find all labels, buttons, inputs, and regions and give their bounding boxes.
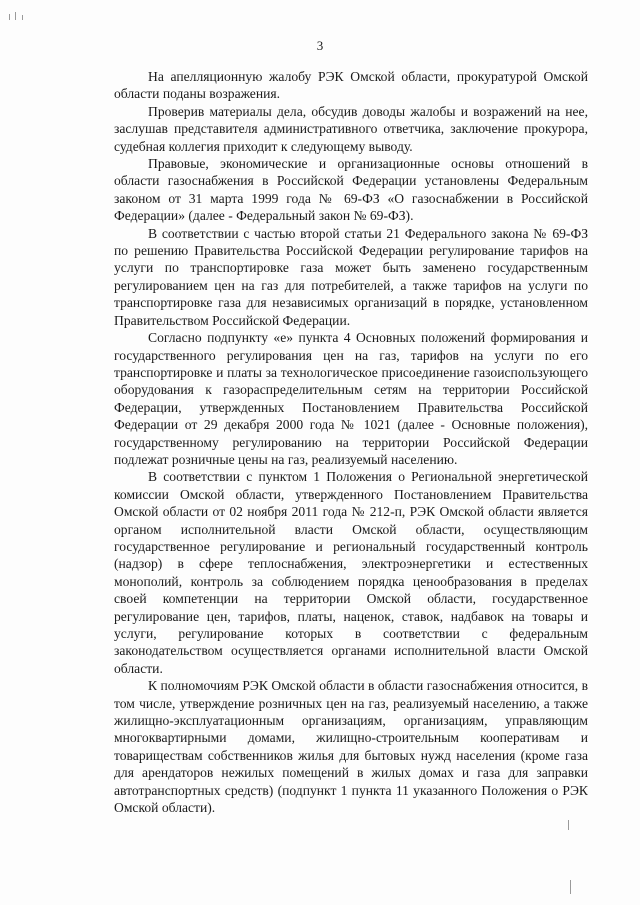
paragraph-legal-basis: Правовые, экономические и организационные основы отношений в области газоснабжения в Российской Федерации установлены Федеральным законом от 31 марта 1999 года № 69-ФЗ «О газоснабжении в Российской Федерации» (далее - Федеральный закон № 69-ФЗ). xyxy=(114,156,588,224)
page-number: 3 xyxy=(316,38,324,53)
scan-artifact xyxy=(568,820,569,830)
paragraph-rek-powers: К полномочиям РЭК Омской области в области газоснабжения относится, в том числе, утверждение розничных цен на газ, реализуемый населению, а также жилищно-эксплуатационным организациям, организациям, управляющим многоквартирными домами, жилищно-строительным кооперативам и товариществам собственников жилья для бытовых нужд населения (кроме газа для арендаторов нежилых помещений в жилых домах и газа для заправки автотранспортных средств) (подпункт 1 пункта 11 указанного Положения о РЭК Омской области). xyxy=(114,678,588,816)
paragraph-appeal-objections: На апелляционную жалобу РЭК Омской области, прокуратурой Омской области поданы возражения. xyxy=(114,69,588,102)
scan-artifact xyxy=(570,880,571,894)
paragraph-article-21: В соответствии с частью второй статьи 21 Федерального закона № 69-ФЗ по решению Правительства Российской Федерации регулирование тарифов на услуги по транспортировке газа может быть заменено государственным регулированием цен на газ для потребителей, а также тарифов на услуги по транспортировке газа для независимых организаций в порядке, установленном Правительством Российской Федерации. xyxy=(114,225,588,328)
scan-artifact xyxy=(22,15,23,20)
document-body xyxy=(114,68,588,816)
scan-artifact xyxy=(9,14,10,20)
paragraph-court-review: Проверив материалы дела, обсудив доводы жалобы и возражений на нее, заслушав представителя административного ответчика, заключение прокурора, судебная коллегия приходит к следующему выводу. xyxy=(114,103,588,154)
scan-artifact xyxy=(15,12,16,20)
paragraph-main-provisions: Согласно подпункту «е» пункта 4 Основных положений формирования и государственного регулирования цен на газ, тарифов на услуги по его транспортировке и платы за технологическое присоединение газоиспользующего оборудования к газораспределительным сетям на территории Российской Федерации, утвержденных Постановлением Правительства Российской Федерации от 29 декабря 2000 года № 1021 (далее - Основные положения), государственному регулированию на территории Российской Федерации подлежат розничные цены на газ, реализуемый населению. xyxy=(114,330,588,467)
paragraph-rek-regulation: В соответствии с пунктом 1 Положения о Региональной энергетической комиссии Омской области, утвержденного Постановлением Правительства Омской области от 02 ноября 2011 года № 212-п, РЭК Омской области является органом исполнительной власти Омской области, осуществляющим государственное регулирование и региональный государственный контроль (надзор) в сфере теплоснабжения, электроэнергетики и естественных монополий, контроль за соблюдением порядка ценообразования в пределах своей компетенции на территории Омской области, государственное регулирование цен, тарифов, платы, наценок, ставок, надбавок на товары и услуги, регулирование которых в соответствии с федеральным законодательством осуществляется органами исполнительной власти Омской области. xyxy=(114,469,588,676)
